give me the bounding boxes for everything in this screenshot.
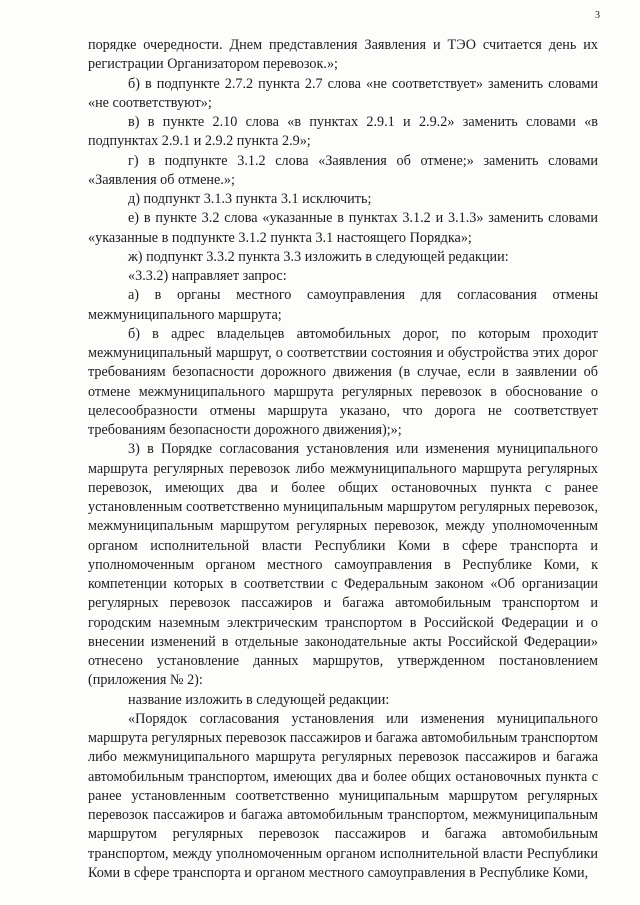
paragraph: б) в подпункте 2.7.2 пункта 2.7 слова «не соответствует» заменить словами «не соответствуют»; <box>88 75 598 111</box>
paragraph: «3.3.2) направляет запрос: <box>128 268 287 284</box>
document-body <box>88 36 598 883</box>
paragraph: порядке очередности. Днем представления Заявления и ТЭО считается день их регистрации Организатором перевозок.»; <box>88 37 598 73</box>
paragraph: 3) в Порядке согласования установления или изменения муниципального маршрута регулярных перевозок либо межмуниципального маршрута регулярных перевозок, имеющих два и более общих остановочных пункта с ранее установленным соответственно муниципальным маршрутом регулярных перевозок, межмуниципальным маршрутом регулярных перевозок, между уполномоченным органом исполнительной власти Республики Коми в сфере транспорта и уполномоченным органом местного самоуправления в Республике Коми, к компетенции которых в соответствии с Федеральным законом «Об организации регулярных перевозок пассажиров и багажа автомобильным транспортом и городским наземным электрическим транспортом в Российской Федерации и о внесении изменений в отдельные законодательные акты Российской Федерации» отнесено установление данных маршрутов, утвержденном постановлением (приложения № 2): <box>88 441 598 689</box>
paragraph: название изложить в следующей редакции: <box>128 691 390 708</box>
paragraph: е) в пункте 3.2 слова «указанные в пунктах 3.1.2 и 3.1.3» заменить словами «указанные в подпункте 3.1.2 пункта 3.1 настоящего Порядка»; <box>88 210 598 246</box>
paragraph: «Порядок согласования установления или изменения муниципального маршрута регулярных перевозок пассажиров и багажа автомобильным транспортом либо межмуниципального маршрута регулярных перевозок пассажиров и багажа автомобильным транспортом, имеющих два и более общих остановочных пункта с ранее установленным соответственно муниципальным маршрутом регулярных перевозок пассажиров и багажа автомобильным транспортом, межмуниципальным маршрутом регулярных перевозок пассажиров и багажа автомобильным транспортом, между уполномоченным органом исполнительной власти Республики Коми в сфере транспорта и органом местного самоуправления в Республике Коми, <box>88 710 598 881</box>
paragraph: в) в пункте 2.10 слова «в пунктах 2.9.1 и 2.9.2» заменить словами «в подпунктах 2.9.1 и 2.9.2 пункта 2.9»; <box>88 114 598 150</box>
paragraph: а) в органы местного самоуправления для согласования отмены межмуниципального маршрута; <box>88 287 598 323</box>
paragraph: б) в адрес владельцев автомобильных дорог, по которым проходит межмуниципальный маршрут, о соответствии состояния и обустройства этих дорог требованиям безопасности дорожного движения (в случае, если в заявлении об отмене межмуниципального маршрута регулярных перевозок в обоснование о целесообразности отмены маршрута указано, что дорога не соответствует требованиям безопасности дорожного движения);»; <box>88 325 598 438</box>
page-number: 3 <box>595 10 600 21</box>
paragraph: ж) подпункт 3.3.2 пункта 3.3 изложить в следующей редакции: <box>128 248 509 265</box>
paragraph: д) подпункт 3.1.3 пункта 3.1 исключить; <box>128 191 372 207</box>
paragraph: г) в подпункте 3.1.2 слова «Заявления об отмене;» заменить словами «Заявления об отмене.»; <box>88 152 598 188</box>
